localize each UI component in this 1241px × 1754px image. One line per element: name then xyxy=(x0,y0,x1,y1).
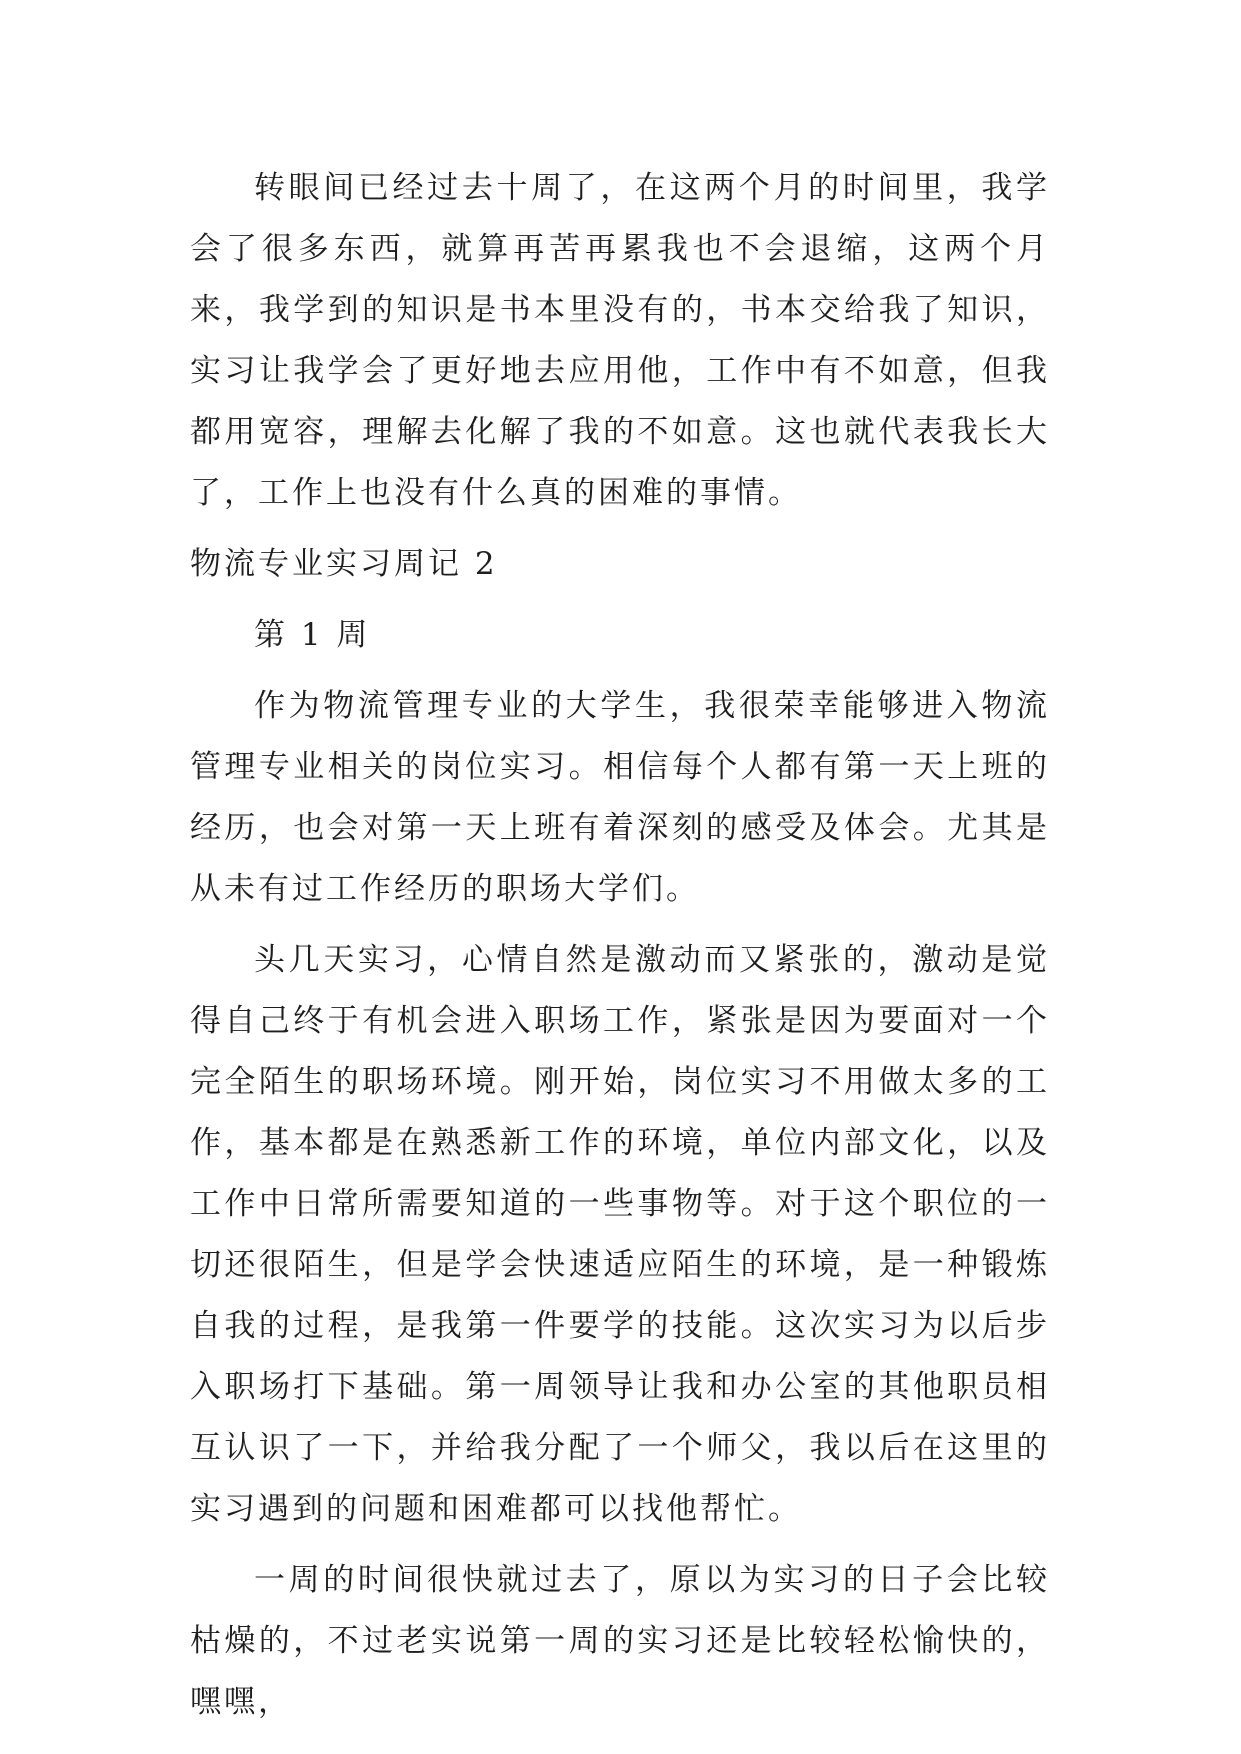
section-title: 物流专业实习周记 2 xyxy=(190,546,498,582)
paragraph-2: 头几天实习，心情自然是激动而又紧张的，激动是觉得自己终于有机会进入职场工作，紧张是因为要面对一个完全陌生的职场环境。刚开始，岗位实习不用做太多的工作，基本都是在熟悉新工作的环境，单位内部文化，以及工作中日常所需要知道的一些事物等。对于这个职位的一切还很陌生，但是学会快速适应陌生的环境，是一种锻炼自我的过程，是我第一件要学的技能。这次实习为以后步入职场打下基础。第一周领导让我和办公室的其他职员相互认识了一下，并给我分配了一个师父，我以后在这里的实习遇到的问题和困难都可以找他帮忙。 xyxy=(190,942,1050,1527)
paragraph-1: 作为物流管理专业的大学生，我很荣幸能够进入物流管理专业相关的岗位实习。相信每个人都有第一天上班的经历，也会对第一天上班有着深刻的感受及体会。尤其是从未有过工作经历的职场大学们。 xyxy=(190,688,1050,907)
document-page xyxy=(190,158,1050,1743)
paragraph-3: 一周的时间很快就过去了，原以为实习的日子会比较枯燥的，不过老实说第一周的实习还是比较轻松愉快的，嘿嘿， xyxy=(190,1562,1050,1720)
intro-paragraph: 转眼间已经过去十周了，在这两个月的时间里，我学会了很多东西，就算再苦再累我也不会退缩，这两个月来，我学到的知识是书本里没有的，书本交给我了知识，实习让我学会了更好地去应用他，工作中有不如意，但我都用宽容，理解去化解了我的不如意。这也就代表我长大了，工作上也没有什么真的困难的事情。 xyxy=(190,170,1050,511)
week-label: 第 1 周 xyxy=(254,617,371,653)
